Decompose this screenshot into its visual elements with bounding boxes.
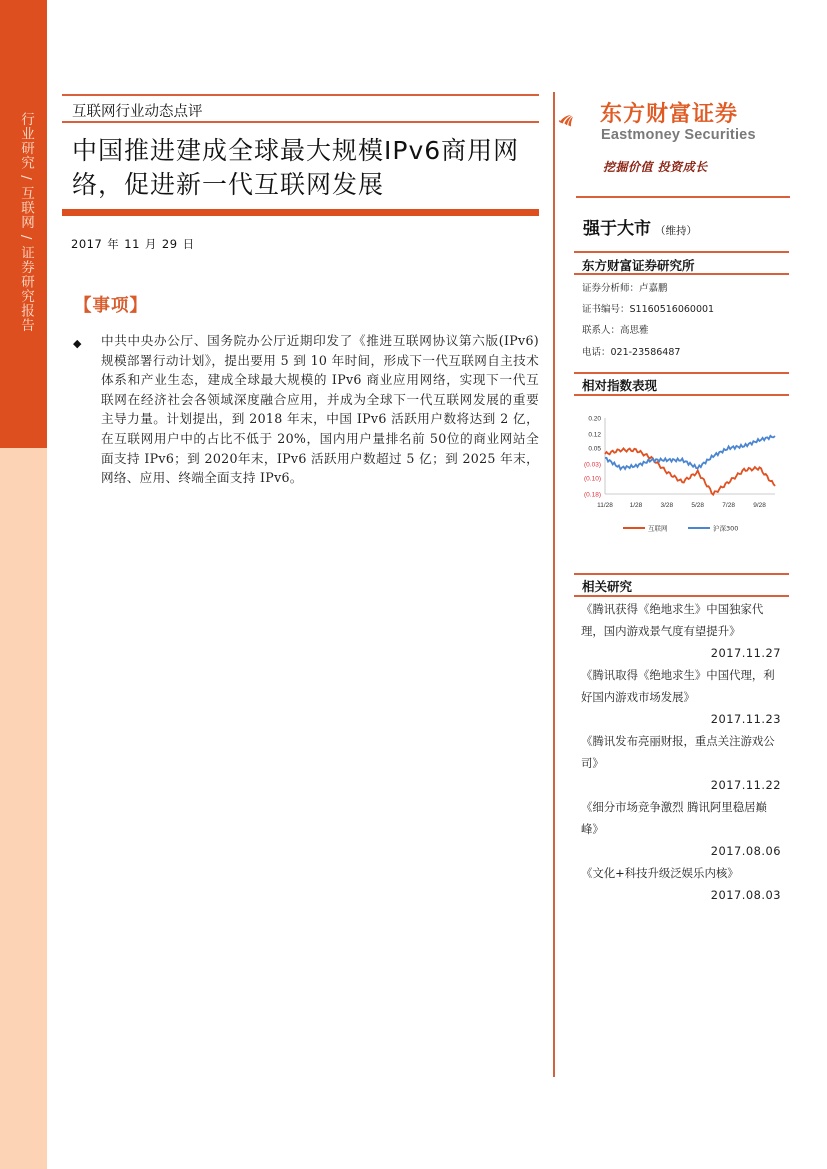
institute-bottom-rule: [574, 273, 789, 275]
column-divider: [553, 92, 555, 1077]
x-axis-ticks: [597, 502, 766, 509]
related-item[interactable]: [581, 598, 781, 664]
related-item-date: 2017.11.22: [710, 778, 781, 792]
report-date: 2017 年 11 月 29 日: [71, 237, 195, 251]
y-axis-ticks: [584, 416, 601, 499]
svg-text:0.20: 0.20: [588, 415, 601, 423]
series-internet-line: [605, 448, 775, 494]
svg-text:互联网: 互联网: [648, 524, 668, 533]
related-title: 相关研究: [582, 579, 633, 594]
brand-slogan: 挖掘价值 投资成长: [603, 160, 708, 174]
svg-text:1/28: 1/28: [629, 502, 643, 509]
related-item-title[interactable]: 《细分市场竞争激烈 腾讯阿里稳居巅峰》: [581, 800, 767, 836]
header-top-rule: [62, 94, 539, 96]
chart-title: 相对指数表现: [582, 378, 658, 393]
related-top-rule: [574, 573, 789, 575]
svg-text:0.05: 0.05: [588, 445, 601, 453]
chart-legend: [623, 524, 738, 533]
svg-text:(0.03): (0.03): [584, 461, 601, 469]
related-item-title[interactable]: 《文化+科技升级泛娱乐内核》: [581, 866, 739, 880]
brand-name-en: Eastmoney Securities: [601, 127, 756, 143]
chart-bottom-rule: [574, 394, 789, 396]
svg-text:11/28: 11/28: [597, 502, 613, 509]
related-item-title[interactable]: 《腾讯取得《绝地求生》中国代理，利好国内游戏市场发展》: [581, 668, 775, 704]
rating: [583, 214, 697, 239]
series-hs300-line: [605, 436, 775, 470]
related-item-title[interactable]: 《腾讯发布亮丽财报，重点关注游戏公司》: [581, 734, 775, 770]
rating-note: （维持）: [655, 225, 697, 237]
cert-number: 证书编号：S1160516060001: [582, 304, 715, 315]
related-item[interactable]: [581, 796, 781, 862]
svg-text:0.12: 0.12: [588, 431, 601, 439]
sidebar-category: 行业研究 / 互联网 / 证券研究报告: [18, 112, 34, 333]
section-body: 中共中央办公厅、国务院办公厅近期印发了《推进互联网协议第六版(IPv6)规模部署行动计划》，提出要用 5 到 10 年时间，形成下一代互联网自主技术体系和产业生态，建成全球最大规模的 IPv6 商业应用网络，实现下一代互联网在经济社会各领域深度融合应用，并成为全球下一代互联网发展的重要主导力量。计划提出，到 2018 年末，中国 IPv6 活跃用户数将达到 2 亿，在互联网用户中的占比不低于 20%，国内用户量排名前 50位的商业网站全面支持 IPv6；到 2020年末，IPv6 活跃用户数超过 5 亿；到 2025 年末，网络、应用、终端全面支持 IPv6。: [101, 333, 539, 486]
svg-text:5/28: 5/28: [691, 502, 705, 509]
related-item[interactable]: [581, 664, 781, 730]
related-item-date: 2017.11.27: [710, 646, 781, 660]
related-item-date: 2017.11.23: [710, 712, 781, 726]
report-type: 互联网行业动态点评: [72, 104, 203, 120]
eastmoney-wing-logo-icon: [558, 98, 603, 143]
page-title: 中国推进建成全球最大规模IPv6商用网络，促进新一代互联网发展: [72, 136, 520, 199]
related-item-date: 2017.08.03: [710, 888, 781, 902]
institute-top-rule: [574, 251, 789, 253]
related-bottom-rule: [574, 595, 789, 597]
svg-text:沪深300: 沪深300: [713, 524, 739, 533]
title-bar: [62, 209, 539, 216]
phone: 电话：021-23586487: [582, 347, 681, 358]
related-list: [581, 598, 781, 906]
chart-top-rule: [574, 372, 789, 374]
related-item-date: 2017.08.06: [710, 844, 781, 858]
svg-text:(0.18): (0.18): [584, 491, 601, 499]
relative-index-chart: [575, 408, 790, 543]
analyst: 证券分析师：卢嘉鹏: [582, 283, 668, 294]
related-item[interactable]: [581, 730, 781, 796]
sidebar-band-light: [0, 448, 47, 1169]
section-heading: 【事项】: [74, 296, 148, 316]
rating-label: 强于大市: [583, 219, 651, 239]
svg-text:(0.10): (0.10): [584, 475, 601, 483]
brand-name-cn: 东方财富证券: [600, 102, 739, 127]
header-sub-rule: [62, 121, 539, 123]
contact: 联系人：高思雅: [582, 325, 649, 336]
svg-text:3/28: 3/28: [660, 502, 674, 509]
rating-top-rule: [576, 196, 790, 198]
related-item[interactable]: [581, 862, 781, 906]
svg-text:7/28: 7/28: [722, 502, 735, 509]
related-item-title[interactable]: 《腾讯获得《绝地求生》中国独家代理，国内游戏景气度有望提升》: [581, 602, 764, 638]
svg-text:9/28: 9/28: [753, 502, 766, 509]
institute-title: 东方财富证券研究所: [582, 258, 695, 273]
diamond-bullet-icon: ◆: [73, 337, 82, 350]
